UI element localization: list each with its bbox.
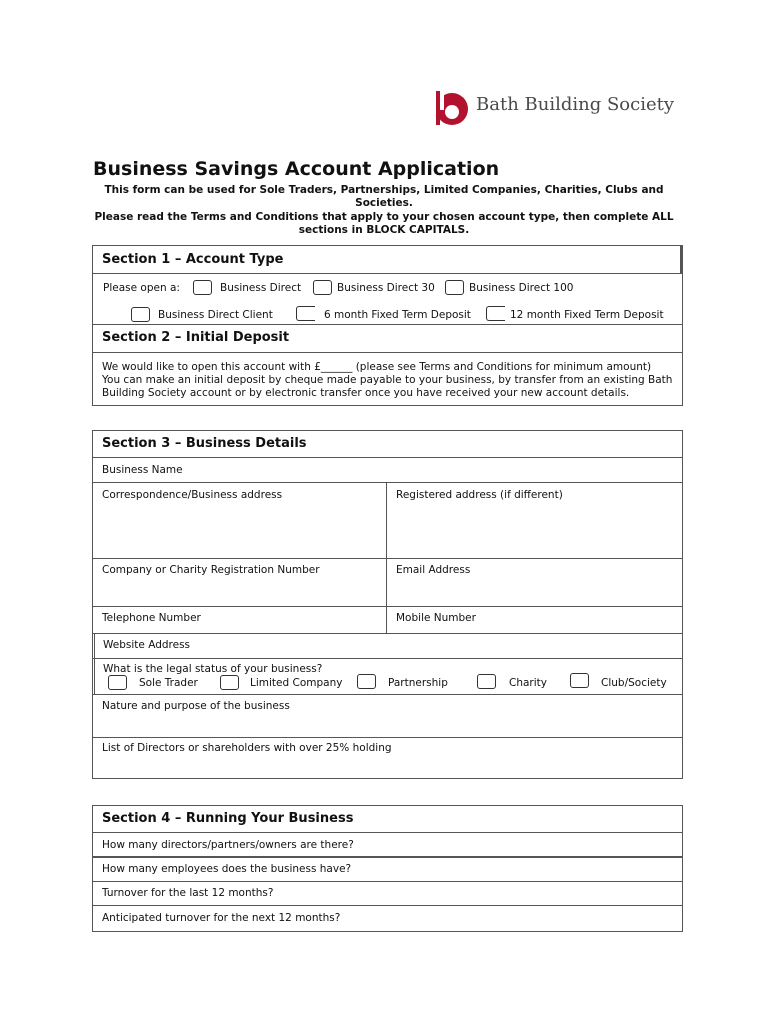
- email-field[interactable]: Email Address: [396, 564, 471, 576]
- telephone-field[interactable]: Telephone Number: [102, 612, 201, 624]
- turnover-last-field[interactable]: Turnover for the last 12 months?: [102, 887, 274, 899]
- intro-line-2: Societies.: [355, 197, 413, 209]
- section-3-divider-6: [92, 658, 683, 659]
- account-type-prompt: Please open a:: [103, 282, 180, 294]
- option-charity: Charity: [509, 677, 547, 689]
- bath-building-society-logo-icon: [430, 88, 470, 128]
- section-1-left-border: [92, 274, 93, 324]
- section-4-divider-2: [92, 856, 683, 858]
- mobile-field[interactable]: Mobile Number: [396, 612, 476, 624]
- deposit-info-line-2: Building Society account or by electronic transfer once you have received your new account details.: [102, 387, 630, 399]
- option-limited-company: Limited Company: [250, 677, 343, 689]
- deposit-info-line-1: You can make an initial deposit by cheque made payable to your business, by transfer from an existing Bath: [102, 374, 673, 386]
- intro-line-3: Please read the Terms and Conditions that apply to your chosen account type, then complete ALL: [94, 211, 674, 223]
- section-3-divider-1: [92, 457, 683, 458]
- checkbox-charity[interactable]: [477, 674, 496, 689]
- nature-purpose-field[interactable]: Nature and purpose of the business: [102, 700, 290, 712]
- section-4-divider-3: [92, 881, 683, 882]
- section-3-divider-3: [92, 558, 683, 559]
- legal-status-left-border: [94, 658, 95, 695]
- business-name-field[interactable]: Business Name: [102, 464, 183, 476]
- option-6-month-fixed: 6 month Fixed Term Deposit: [324, 309, 471, 321]
- website-field[interactable]: Website Address: [103, 639, 191, 651]
- page-title: Business Savings Account Application: [93, 158, 500, 180]
- option-business-direct-client: Business Direct Client: [158, 309, 273, 321]
- section-3-title: Section 3 – Business Details: [102, 436, 307, 451]
- correspondence-address-field[interactable]: Correspondence/Business address: [102, 489, 283, 501]
- checkbox-business-direct-30[interactable]: [313, 280, 332, 295]
- checkbox-6-month-fixed[interactable]: [296, 306, 315, 321]
- registered-address-field[interactable]: Registered address (if different): [396, 489, 563, 501]
- intro-line-1: This form can be used for Sole Traders, Partnerships, Limited Companies, Charities, Clubs and: [104, 184, 664, 196]
- option-sole-trader: Sole Trader: [139, 677, 198, 689]
- section-3-divider-5: [92, 633, 683, 634]
- section-3-divider-7: [92, 694, 683, 695]
- registration-number-field[interactable]: Company or Charity Registration Number: [102, 564, 320, 576]
- directors-count-field[interactable]: How many directors/partners/owners are there?: [102, 839, 354, 851]
- section-4-divider-4: [92, 905, 683, 906]
- section-2-divider: [92, 352, 683, 353]
- website-left-border: [94, 633, 95, 659]
- checkbox-limited-company[interactable]: [220, 675, 239, 690]
- checkbox-club-society[interactable]: [570, 673, 589, 688]
- checkbox-business-direct-client[interactable]: [131, 307, 150, 322]
- deposit-amount-line: We would like to open this account with £______ (please see Terms and Conditions for minimum amount): [102, 361, 652, 373]
- intro-line-4: sections in BLOCK CAPITALS.: [298, 224, 470, 236]
- option-club-society: Club/Society: [601, 677, 667, 689]
- checkbox-12-month-fixed[interactable]: [486, 306, 505, 321]
- checkbox-business-direct[interactable]: [193, 280, 212, 295]
- option-business-direct-30: Business Direct 30: [337, 282, 435, 294]
- brand-name: Bath Building Society: [476, 94, 675, 115]
- section-3-divider-8: [92, 737, 683, 738]
- employees-count-field[interactable]: How many employees does the business have?: [102, 863, 352, 875]
- directors-field[interactable]: List of Directors or shareholders with over 25% holding: [102, 742, 392, 754]
- option-business-direct: Business Direct: [220, 282, 302, 294]
- section-2-title: Section 2 – Initial Deposit: [102, 330, 290, 345]
- section-4-title: Section 4 – Running Your Business: [102, 811, 354, 826]
- section-1-title: Section 1 – Account Type: [102, 252, 284, 267]
- checkbox-business-direct-100[interactable]: [445, 280, 464, 295]
- legal-status-question: What is the legal status of your business?: [103, 663, 323, 675]
- section-1-right-border: [682, 274, 683, 324]
- option-business-direct-100: Business Direct 100: [469, 282, 574, 294]
- section-4-divider-1: [92, 832, 683, 833]
- option-12-month-fixed: 12 month Fixed Term Deposit: [510, 309, 664, 321]
- turnover-next-field[interactable]: Anticipated turnover for the next 12 months?: [102, 912, 341, 924]
- checkbox-sole-trader[interactable]: [108, 675, 127, 690]
- section-3-divider-4: [92, 606, 683, 607]
- section-3-divider-2: [92, 482, 683, 483]
- checkbox-partnership[interactable]: [357, 674, 376, 689]
- option-partnership: Partnership: [388, 677, 448, 689]
